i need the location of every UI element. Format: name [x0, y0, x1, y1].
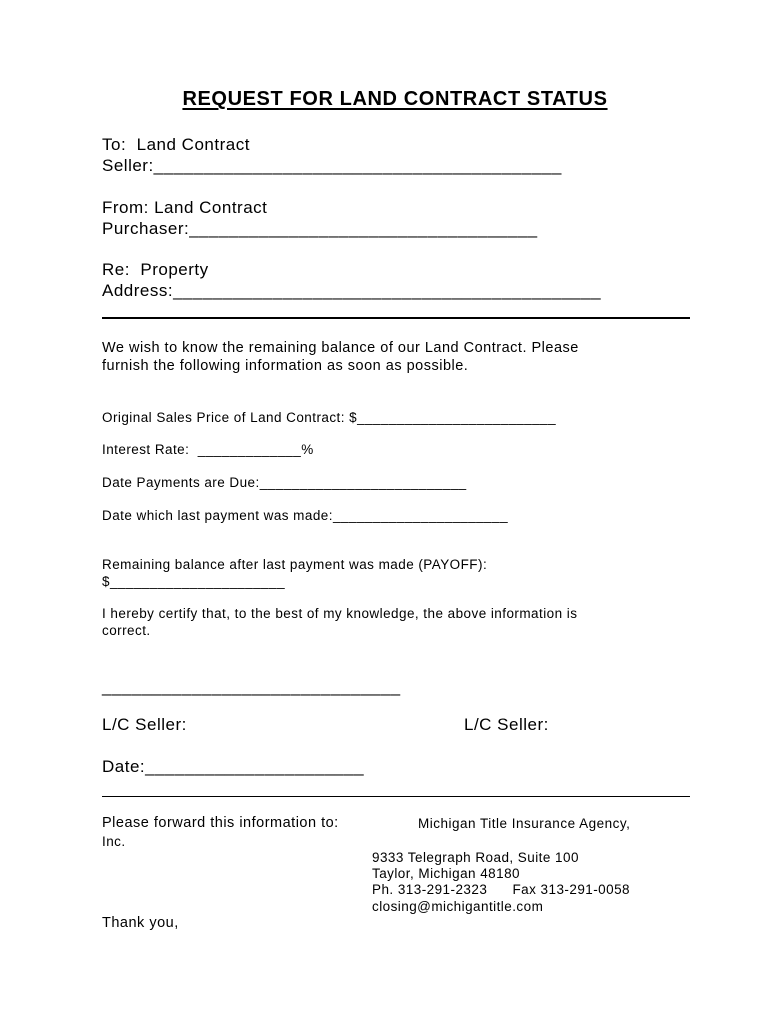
interest-rate-field[interactable]: Interest Rate: _____________% [102, 442, 314, 457]
certify-line-2: correct. [102, 623, 151, 638]
email-address: closing@michigantitle.com [372, 899, 544, 914]
last-payment-field[interactable]: Date which last payment was made:______________________ [102, 508, 509, 523]
phone-fax: Ph. 313-291-2323 Fax 313-291-0058 [372, 882, 631, 897]
signature-line[interactable]: ______________________________ [102, 677, 401, 696]
thank-you: Thank you, [102, 915, 179, 931]
address-line-1: 9333 Telegraph Road, Suite 100 [372, 850, 579, 865]
lc-seller-right-label: L/C Seller: [464, 715, 549, 734]
sales-price-field[interactable]: Original Sales Price of Land Contract: $_________________________ [102, 410, 557, 425]
address-line-2: Taylor, Michigan 48180 [372, 866, 520, 881]
lc-seller-left-label: L/C Seller: [102, 715, 187, 734]
forward-label: Please forward this information to: [102, 815, 339, 831]
section-divider-top [102, 317, 690, 319]
payments-due-field[interactable]: Date Payments are Due:__________________________ [102, 475, 467, 490]
date-field[interactable]: Date:______________________ [102, 757, 365, 776]
property-address-field[interactable]: Address:___________________________________________ [102, 281, 602, 300]
company-name-cont: Inc. [102, 834, 126, 849]
page-title: REQUEST FOR LAND CONTRACT STATUS [182, 88, 608, 110]
payoff-field[interactable]: $______________________ [102, 574, 286, 589]
section-divider-bottom [102, 796, 690, 797]
from-purchaser-label: From: Land Contract [102, 198, 268, 217]
certify-line-1: I hereby certify that, to the best of my knowledge, the above information is [102, 606, 578, 621]
to-seller-field[interactable]: Seller:_________________________________________ [102, 156, 562, 175]
payoff-label: Remaining balance after last payment was made (PAYOFF): [102, 557, 488, 572]
re-property-label: Re: Property [102, 260, 209, 279]
intro-line-2: furnish the following information as soon as possible. [102, 358, 469, 374]
company-name: Michigan Title Insurance Agency, [418, 816, 631, 831]
to-seller-label: To: Land Contract [102, 135, 250, 154]
intro-line-1: We wish to know the remaining balance of our Land Contract. Please [102, 340, 579, 356]
from-purchaser-field[interactable]: Purchaser:___________________________________ [102, 219, 538, 238]
